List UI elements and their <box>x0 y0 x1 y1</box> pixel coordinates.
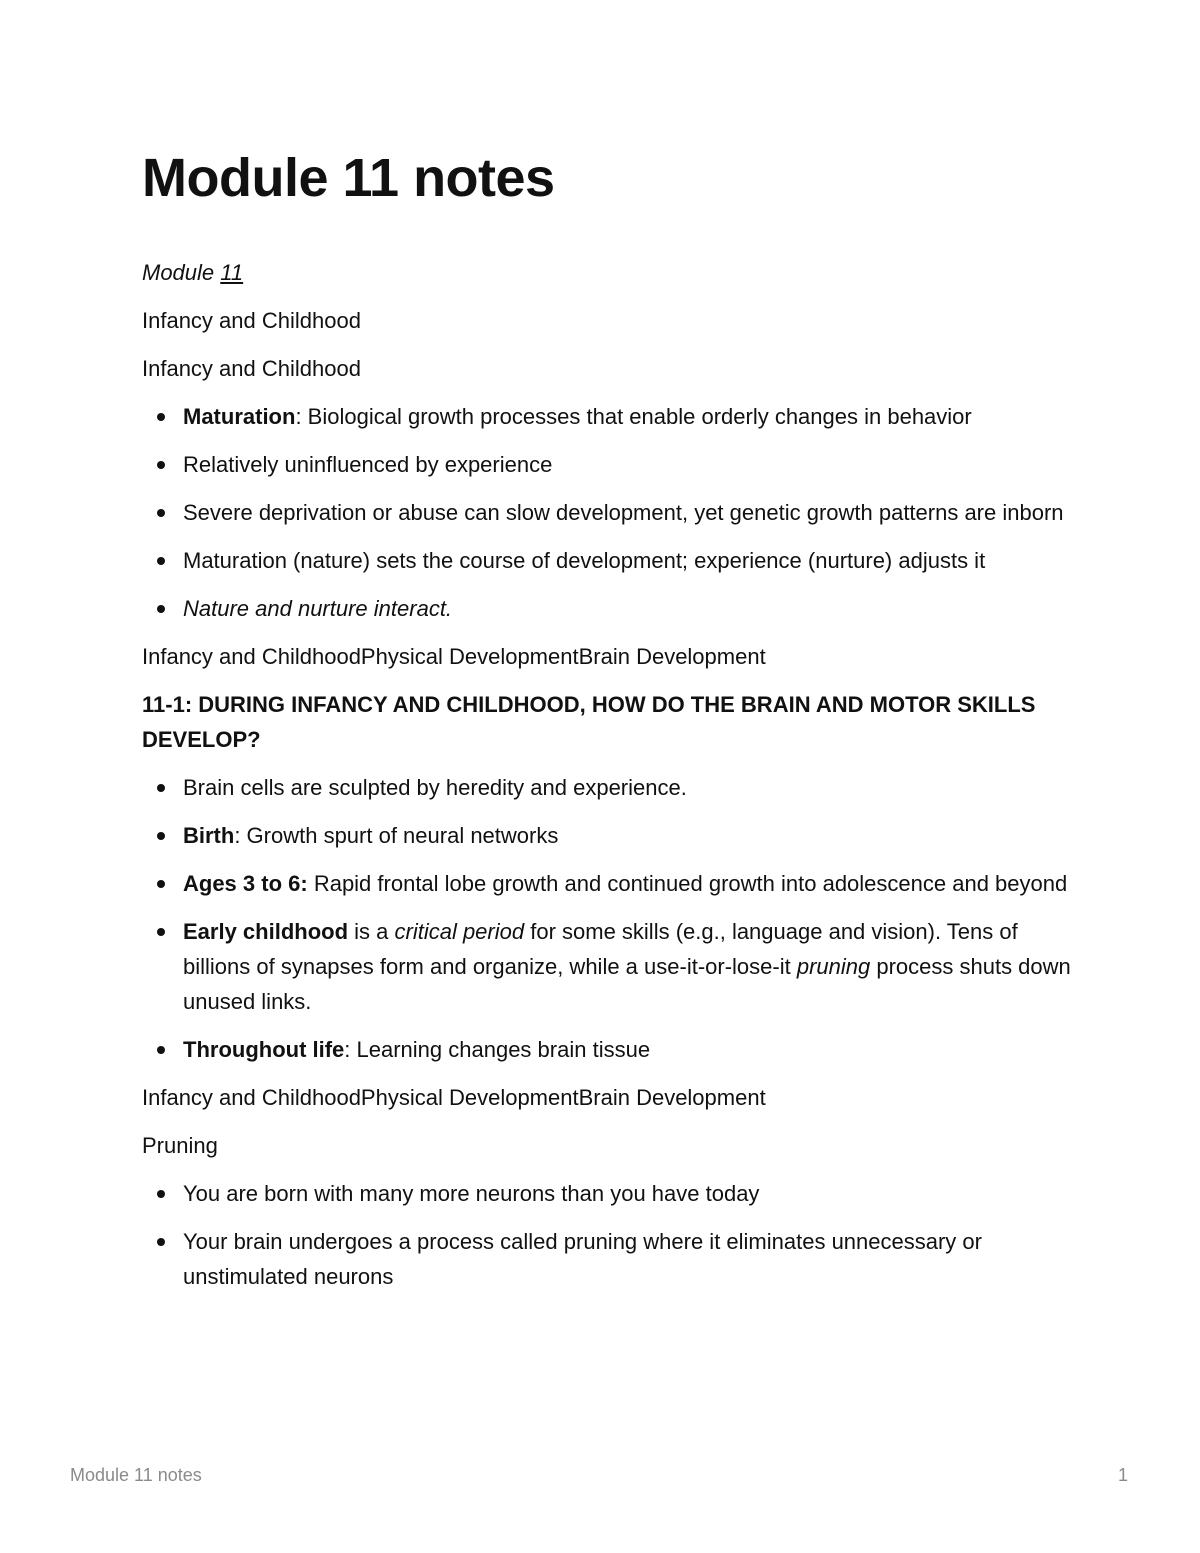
term-throughout-life: Throughout life <box>183 1037 345 1062</box>
bullet-list-maturation <box>142 399 1072 626</box>
list-item <box>142 770 1072 805</box>
bullet-text: Maturation (nature) sets the course of development; experience (nurture) adjusts it <box>183 548 986 573</box>
module-label-number: 11 <box>220 260 244 285</box>
section-line: Infancy and Childhood <box>142 308 361 333</box>
term-ages: Ages 3 to 6: <box>183 871 308 896</box>
list-item <box>142 1032 1072 1067</box>
bullet-text: : Biological growth processes that enable orderly changes in behavior <box>295 404 972 429</box>
list-item <box>142 818 1072 853</box>
document-body <box>142 255 1072 1307</box>
bullet-text: : Growth spurt of neural networks <box>234 823 559 848</box>
bullet-text: Rapid frontal lobe growth and continued growth into adolescence and beyond <box>307 871 1068 896</box>
list-item <box>142 866 1072 901</box>
list-item <box>142 495 1072 530</box>
section-line: Infancy and ChildhoodPhysical DevelopmentBrain Development <box>142 644 766 669</box>
bullet-text: is a <box>348 919 395 944</box>
list-item <box>142 399 1072 434</box>
document-title: Module 11 notes <box>142 148 555 208</box>
term-pruning: pruning <box>796 954 871 979</box>
footer-document-name: Module 11 notes <box>70 1465 202 1485</box>
footer-page-number: 1 <box>1117 1465 1128 1485</box>
term-critical-period: critical period <box>394 919 525 944</box>
list-item <box>142 591 1072 626</box>
section-line: Pruning <box>142 1133 218 1158</box>
bullet-list-brain-development <box>142 770 1072 1067</box>
term-early-childhood: Early childhood <box>183 919 349 944</box>
bullet-text: process shuts down unused links. <box>183 954 1071 1014</box>
bullet-text: You are born with many more neurons than you have today <box>183 1181 760 1206</box>
bullet-text: for some skills (e.g., language and vision). Tens of billions of synapses form and organize, while a use-it-or-lose-it <box>183 919 1018 979</box>
list-item <box>142 1224 1072 1294</box>
section-line: Infancy and ChildhoodPhysical DevelopmentBrain Development <box>142 1085 766 1110</box>
bullet-text: Relatively uninfluenced by experience <box>183 452 553 477</box>
module-label-word: Module <box>142 260 215 285</box>
bullet-text: Brain cells are sculpted by heredity and experience. <box>183 775 687 800</box>
list-item <box>142 1176 1072 1211</box>
module-label <box>142 255 1072 290</box>
list-item <box>142 914 1072 1019</box>
list-item <box>142 447 1072 482</box>
bullet-text-italic: Nature and nurture interact. <box>183 596 453 621</box>
section-heading: 11-1: DURING INFANCY AND CHILDHOOD, HOW DO THE BRAIN AND MOTOR SKILLS DEVELOP? <box>142 692 1036 752</box>
term-birth: Birth <box>183 823 235 848</box>
bullet-text: Severe deprivation or abuse can slow development, yet genetic growth patterns are inborn <box>183 500 1064 525</box>
bullet-text: : Learning changes brain tissue <box>344 1037 651 1062</box>
section-line: Infancy and Childhood <box>142 356 361 381</box>
bullet-text: Your brain undergoes a process called pruning where it eliminates unnecessary or unstimulated neurons <box>183 1229 982 1289</box>
term-maturation: Maturation <box>183 404 296 429</box>
bullet-list-pruning <box>142 1176 1072 1294</box>
list-item <box>142 543 1072 578</box>
